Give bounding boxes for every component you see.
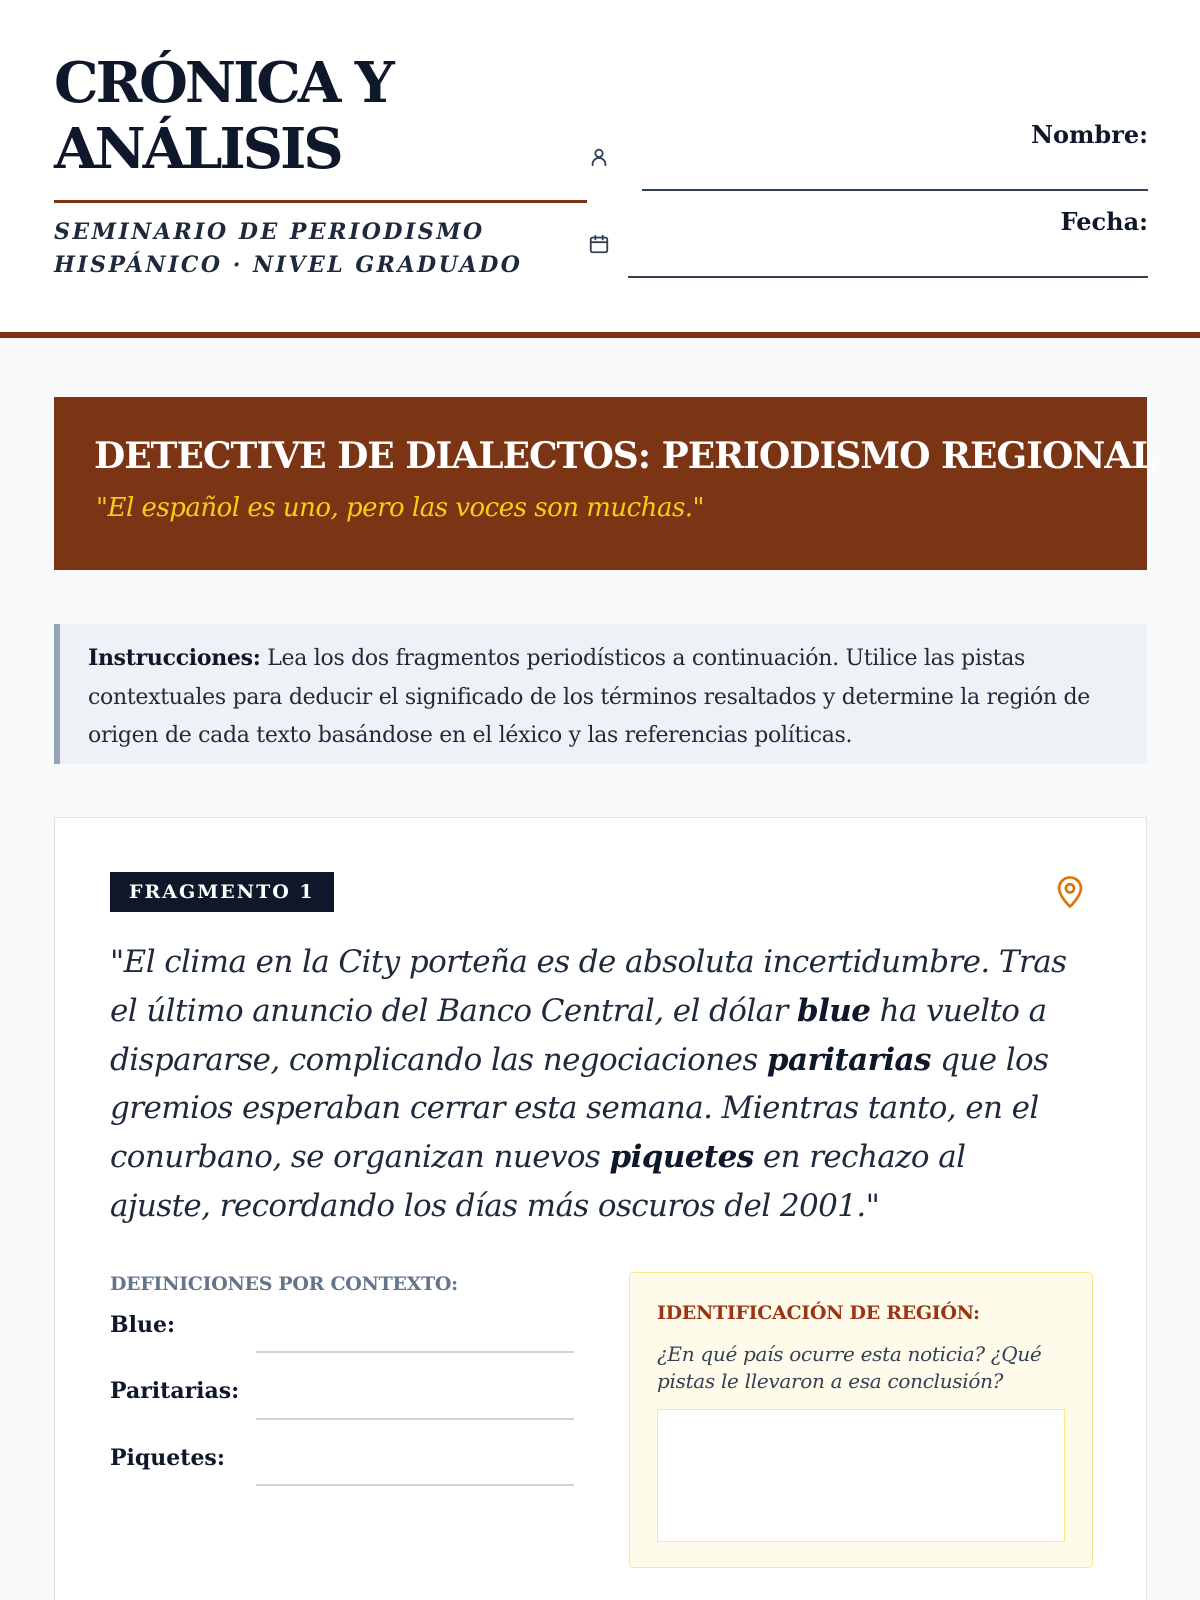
user-icon xyxy=(588,146,610,168)
activity-title: DETECTIVE DE DIALECTOS: PERIODISMO REGIONAL xyxy=(94,435,1156,477)
fragment-passage xyxy=(110,938,1070,1231)
title-divider xyxy=(54,200,587,203)
name-label: Nombre: xyxy=(1031,120,1148,149)
page-header xyxy=(0,0,1200,338)
activity-banner xyxy=(54,397,1156,570)
definition-input-paritarias[interactable] xyxy=(256,1418,574,1420)
keyword-paritarias: paritarias xyxy=(766,1041,931,1078)
calendar-icon xyxy=(588,233,610,255)
keyword-piquetes: piquetes xyxy=(609,1139,754,1176)
region-answer-field[interactable] xyxy=(657,1409,1065,1542)
definitions-heading: DEFINICIONES POR CONTEXTO: xyxy=(110,1273,458,1295)
passage-part: que los gremios esperaban cerrar esta semana. Mientras tanto, en el conurbano, se organizan nuevos xyxy=(110,1041,1049,1176)
passage-part: en rechazo al ajuste, recordando los días más oscuros del 2001." xyxy=(110,1139,966,1224)
name-field[interactable] xyxy=(642,189,1148,191)
publication-title-line2: ANÁLISIS xyxy=(54,116,341,182)
subtitle-line2: HISPÁNICO · NIVEL GRADUADO xyxy=(54,252,523,278)
passage-part: ha vuelto a dispararse, complicando las negociaciones xyxy=(110,992,1047,1078)
date-label: Fecha: xyxy=(1060,207,1148,236)
region-question: ¿En qué país ocurre esta noticia? ¿Qué pistas le llevaron a esa conclusión? xyxy=(657,1342,1042,1393)
instructions-text: Lea los dos fragmentos periodísticos a continuación. Utilice las pistas contextuales para deducir el significado de los términos resaltados y determine la región de origen de cada texto basándose en el léxico y las referencias políticas. xyxy=(88,646,1090,748)
definition-label-paritarias: Paritarias: xyxy=(110,1378,240,1404)
instructions-box xyxy=(54,624,1147,764)
subtitle-line1: SEMINARIO DE PERIODISMO xyxy=(54,219,485,245)
fragment-tag: FRAGMENTO 1 xyxy=(110,872,334,912)
passage-part: "El clima en la City porteña es de absoluta incertidumbre. Tras el último anuncio del Banco Central, el dólar xyxy=(110,944,1067,1029)
region-title: IDENTIFICACIÓN DE REGIÓN: xyxy=(657,1302,980,1324)
fragment-card xyxy=(54,817,1147,1600)
definition-input-blue[interactable] xyxy=(256,1351,574,1353)
map-pin-icon xyxy=(1055,875,1085,909)
definition-label-blue: Blue: xyxy=(110,1312,176,1338)
region-identification-box xyxy=(629,1272,1093,1568)
publication-subtitle xyxy=(54,216,574,282)
keyword-blue: blue xyxy=(797,992,871,1029)
publication-title xyxy=(54,50,474,182)
publication-title-line1: CRÓNICA Y xyxy=(54,50,392,116)
date-field[interactable] xyxy=(628,276,1148,278)
definition-label-piquetes: Piquetes: xyxy=(110,1445,225,1471)
activity-quote: "El español es uno, pero las voces son muchas." xyxy=(96,493,705,523)
definition-input-piquetes[interactable] xyxy=(256,1484,574,1486)
instructions-label: Instrucciones: xyxy=(88,645,261,671)
